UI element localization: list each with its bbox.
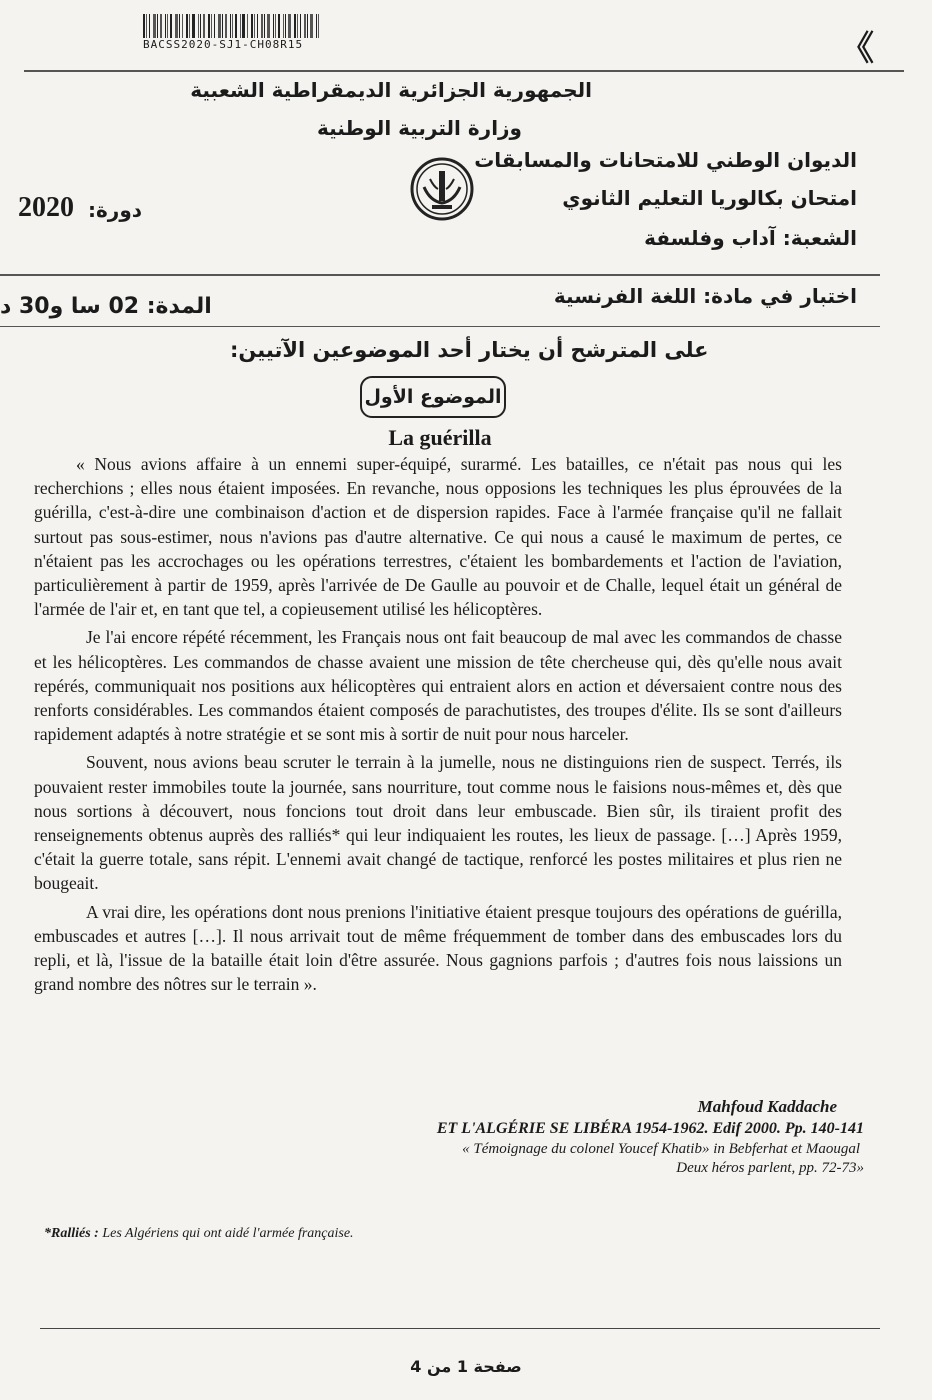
source-reference: Deux héros parlent, pp. 72-73» xyxy=(676,1160,864,1176)
header-bottom-rule xyxy=(0,326,880,327)
header-mid-rule xyxy=(0,274,880,276)
barcode-bar xyxy=(254,14,255,38)
barcode-bar xyxy=(285,14,286,38)
barcode-code: BACSS2020-SJ1-CH08R15 xyxy=(143,38,304,51)
barcode-bar xyxy=(297,14,298,38)
barcode-bar xyxy=(218,14,221,38)
barcode-bar xyxy=(251,14,253,38)
barcode-bar xyxy=(170,14,172,38)
barcode-bar xyxy=(200,14,201,38)
barcode-bar xyxy=(165,14,166,38)
footer-rule xyxy=(40,1328,880,1329)
barcode-bar xyxy=(175,14,178,38)
barcode-bar xyxy=(203,14,205,38)
ministry-name: وزارة التربية الوطنية xyxy=(316,116,522,140)
barcode-bar xyxy=(160,14,162,38)
instruction: على المترشح أن يختار أحد الموضوعين الآتيين: xyxy=(230,338,709,362)
subject-label: اختبار في مادة: اللغة الفرنسية xyxy=(553,284,857,308)
barcode-bar xyxy=(247,14,248,38)
barcode-bar xyxy=(182,14,183,38)
barcode-bar xyxy=(211,14,212,38)
ministry-logo-icon xyxy=(410,157,474,221)
barcode-bar xyxy=(278,14,280,38)
barcode-bar xyxy=(240,14,241,38)
barcode-bar xyxy=(153,14,156,38)
barcode-bar xyxy=(288,14,291,38)
footnote-term: *Ralliés : xyxy=(44,1226,99,1241)
barcode-bar xyxy=(275,14,276,38)
source-book: ET L'ALGÉRIE SE LIBÉRA 1954-1962. Edif 2000. Pp. 140-141 xyxy=(436,1120,864,1137)
barcode-bar xyxy=(261,14,263,38)
barcode-bar xyxy=(230,14,231,38)
barcode-bar xyxy=(225,14,227,38)
barcode-bar xyxy=(198,14,199,38)
barcode-bar xyxy=(235,14,237,38)
page-number: صفحة 1 من 4 xyxy=(410,1357,522,1376)
barcode-bar xyxy=(222,14,223,38)
chevron-left-icon[interactable]: 《 xyxy=(840,29,874,69)
barcode xyxy=(143,14,348,38)
barcode-bar xyxy=(232,14,233,38)
barcode-bar xyxy=(189,14,190,38)
barcode-bar xyxy=(316,14,317,38)
paragraph: Souvent, nous avions beau scruter le terrain à la jumelle, nous ne distinguions rien de suspect. Terrés, ils pouvaient rester immobiles toute la journée, sans nourriture, tout comme nous le faisions nous-mêmes et, dès que nous sortions à découvert, nous foncions tout droit dans leur embuscade. Bien sûr, ils tiraient profit des renseignements obtenus auprès des ralliés* qui leur indiquaient les routes, les lieux de passage. […] Après 1959, c'était la guerre totale, sans répit. L'ennemi avait changé de tactique, renforcé les postes militaires et plus rien ne bougeait. xyxy=(34,752,842,894)
session-label: دورة: xyxy=(88,198,143,222)
footnote xyxy=(44,1226,354,1242)
barcode-bar xyxy=(143,14,145,38)
barcode-bar xyxy=(186,14,188,38)
paragraph: « Nous avions affaire à un ennemi super-équipé, surarmé. Les batailles, ce n'était pas nous qui les recherchions ; elles nous étaient imposées. En revanche, nous opposions les techniques les plus éprouvées de la guérilla, c'est-à-dire une combinaison d'action et de dispersion rapides. Face à l'armée française qu'il ne fallait surtout pas sous-estimer, nous n'avions pas d'autre alternative. Ce qui nous a causé le maximum de pertes, ce n'étaient pas les accrochages ou les opérations terrestres, c'étaient les bombardements et l'action de l'aviation, particulièrement à partir de 1959, après l'arrivée de De Gaulle au pouvoir et de Challe, lequel était un général de l'armée de l'air et, en tant que tel, a copieusement utilisé les hélicoptères. xyxy=(34,454,842,620)
exam-office: الديوان الوطني للامتحانات والمسابقات xyxy=(474,148,857,172)
barcode-bar xyxy=(273,14,274,38)
topic-label: الموضوع الأول xyxy=(364,386,502,408)
branch-label: الشعبة: آداب وفلسفة xyxy=(644,226,857,250)
paragraph: A vrai dire, les opérations dont nous prenions l'initiative étaient presque toujours des opérations de guérilla, embuscades et autres […]. Il nous arrivait tout de même fréquemment de tomber dans des embuscades lors du repli, et là, l'issue de la bataille était loin d'être assurée. Nous gagnions parfois ; d'autres fois nous laissions un grand nombre des nôtres sur le terrain ». xyxy=(34,901,842,995)
paragraph: Je l'ai encore répété récemment, les Français nous ont fait beaucoup de mal avec les commandos de chasse et les hélicoptères. Les commandos de chasse avaient une mission de tête chercheuse qui, dès qu'elle nous avait repérés, communiquait nos positions aux hélicoptères qui entraient alors en action et déversaient contre nous des renforts considérables. Les commandos étaient composés de parachutistes, des troupes d'élite. Ils se sont d'ailleurs rapidement adaptés à notre stratégie et se sont mis à sortir de nuit pour nous harceler. xyxy=(34,627,842,745)
duration-label: المدة: 02 سا و30 د xyxy=(0,294,212,319)
header-top-rule xyxy=(24,70,904,72)
barcode-bar xyxy=(157,14,158,38)
barcode-bar xyxy=(304,14,306,38)
barcode-bar xyxy=(149,14,150,38)
source-author: Mahfoud Kaddache xyxy=(697,1097,837,1116)
barcode-bar xyxy=(214,14,215,38)
session-year: 2020 xyxy=(18,192,74,223)
topic-badge xyxy=(360,376,506,418)
barcode-bar xyxy=(300,14,301,38)
republic-name: الجمهورية الجزائرية الديمقراطية الشعبية xyxy=(190,78,592,102)
exam-name: امتحان بكالوريا التعليم الثانوي xyxy=(562,186,857,210)
barcode-bar xyxy=(294,14,296,38)
barcode-bar xyxy=(267,14,270,38)
barcode-bar xyxy=(179,14,180,38)
barcode-bar xyxy=(167,14,168,38)
footnote-definition: Les Algériens qui ont aidé l'armée française. xyxy=(102,1226,354,1241)
barcode-bar xyxy=(307,14,308,38)
text-body xyxy=(34,452,842,1000)
barcode-bar xyxy=(208,14,210,38)
barcode-bar xyxy=(242,14,245,38)
barcode-bar xyxy=(192,14,195,38)
barcode-bar xyxy=(318,14,319,38)
source-testimony: « Témoignage du colonel Youcef Khatib» in Bebferhat et Maougal xyxy=(462,1141,860,1157)
text-title: La guérilla xyxy=(388,425,492,450)
barcode-bar xyxy=(257,14,258,38)
barcode-bar xyxy=(310,14,313,38)
barcode-bar xyxy=(264,14,265,38)
barcode-bar xyxy=(283,14,284,38)
barcode-bar xyxy=(146,14,147,38)
